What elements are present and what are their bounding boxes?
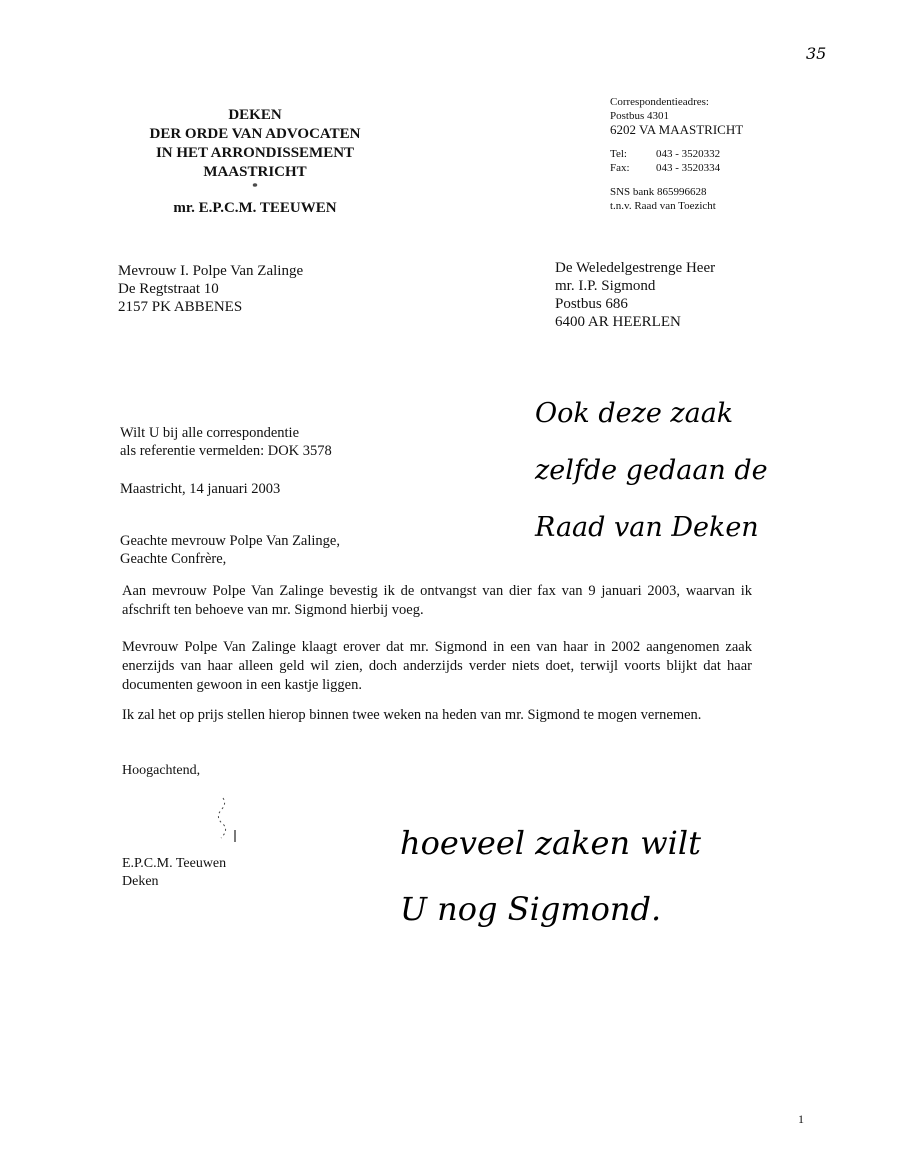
- reference-block: [120, 424, 332, 460]
- handwritten-note-bottom: [400, 810, 701, 942]
- address-line: Postbus 686: [555, 296, 628, 312]
- salutation-line: Geachte mevrouw Polpe Van Zalinge,: [120, 533, 340, 549]
- handwriting-line: Ook deze zaak: [535, 398, 734, 429]
- letterhead-name: mr. E.P.C.M. TEEUWEN: [173, 200, 337, 216]
- address-line: 6400 AR HEERLEN: [555, 314, 681, 330]
- address-line: 2157 PK ABBENES: [118, 299, 243, 315]
- handwriting-line: zelfde gedaan de: [535, 455, 768, 486]
- corr-postbus: Postbus 4301: [610, 110, 669, 122]
- tel-number: 043 - 3520332: [656, 148, 721, 160]
- signature-block: [122, 855, 226, 891]
- closing: Hoogachtend,: [122, 763, 201, 778]
- reference-line: Wilt U bij alle correspondentie: [120, 425, 299, 441]
- handwriting-line: Raad van Deken: [535, 512, 759, 543]
- handwriting-line: hoeveel zaken wilt: [400, 824, 701, 862]
- address-line: De Weledelgestrenge Heer: [555, 260, 716, 276]
- paragraph-2: Mevrouw Polpe Van Zalinge klaagt erover dat mr. Sigmond in een van haar in 2002 aangenomen zaak enerzijds van haar alleen geld wil zien, doch anderzijds verder niets doet, terwijl voorts blijkt dat haar documenten gewoon in een kastje liggen.: [122, 639, 752, 693]
- letterhead: [110, 106, 400, 218]
- page-number: 1: [798, 1112, 804, 1126]
- letterhead-line: MAASTRICHT: [203, 164, 307, 180]
- tel-label: Tel:: [610, 148, 627, 160]
- recipient-address: [555, 259, 715, 331]
- page-marker: 35: [806, 44, 827, 63]
- salutation: [120, 532, 340, 568]
- corr-city: 6202 VA MAASTRICHT: [610, 122, 744, 137]
- signature-title: Deken: [122, 874, 159, 889]
- paragraph-3: Ik zal het op prijs stellen hierop binnen twee weken na heden van mr. Sigmond te mogen vernemen.: [122, 707, 702, 723]
- sender-address: [118, 262, 303, 316]
- letter-date: Maastricht, 14 januari 2003: [120, 481, 281, 497]
- fax-label: Fax:: [610, 162, 630, 174]
- paragraph-1: Aan mevrouw Polpe Van Zalinge bevestig ik de ontvangst van dier fax van 9 januari 2003, waarvan ik afschrift ten behoeve van mr. Sigmond hierbij voeg.: [122, 583, 752, 618]
- signature-name: E.P.C.M. Teeuwen: [122, 856, 227, 871]
- handwritten-note-top: [535, 385, 768, 556]
- handwriting-line: U nog Sigmond.: [400, 890, 662, 928]
- address-line: De Regtstraat 10: [118, 281, 219, 297]
- letterhead-line: DER ORDE VAN ADVOCATEN: [149, 126, 361, 142]
- correspondence-block: [610, 95, 743, 213]
- address-line: Mevrouw I. Polpe Van Zalinge: [118, 263, 304, 279]
- signature-mark: [195, 790, 255, 850]
- letterhead-star: *: [252, 181, 258, 193]
- letterhead-line: DEKEN: [228, 107, 282, 123]
- corr-label: Correspondentieadres:: [610, 96, 709, 108]
- bank-tnv: t.n.v. Raad van Toezicht: [610, 200, 716, 212]
- salutation-line: Geachte Confrère,: [120, 551, 227, 567]
- reference-line: als referentie vermelden: DOK 3578: [120, 443, 332, 459]
- fax-number: 043 - 3520334: [656, 162, 721, 174]
- address-line: mr. I.P. Sigmond: [555, 278, 656, 294]
- letterhead-line: IN HET ARRONDISSEMENT: [155, 145, 355, 161]
- bank-account: SNS bank 865996628: [610, 186, 707, 198]
